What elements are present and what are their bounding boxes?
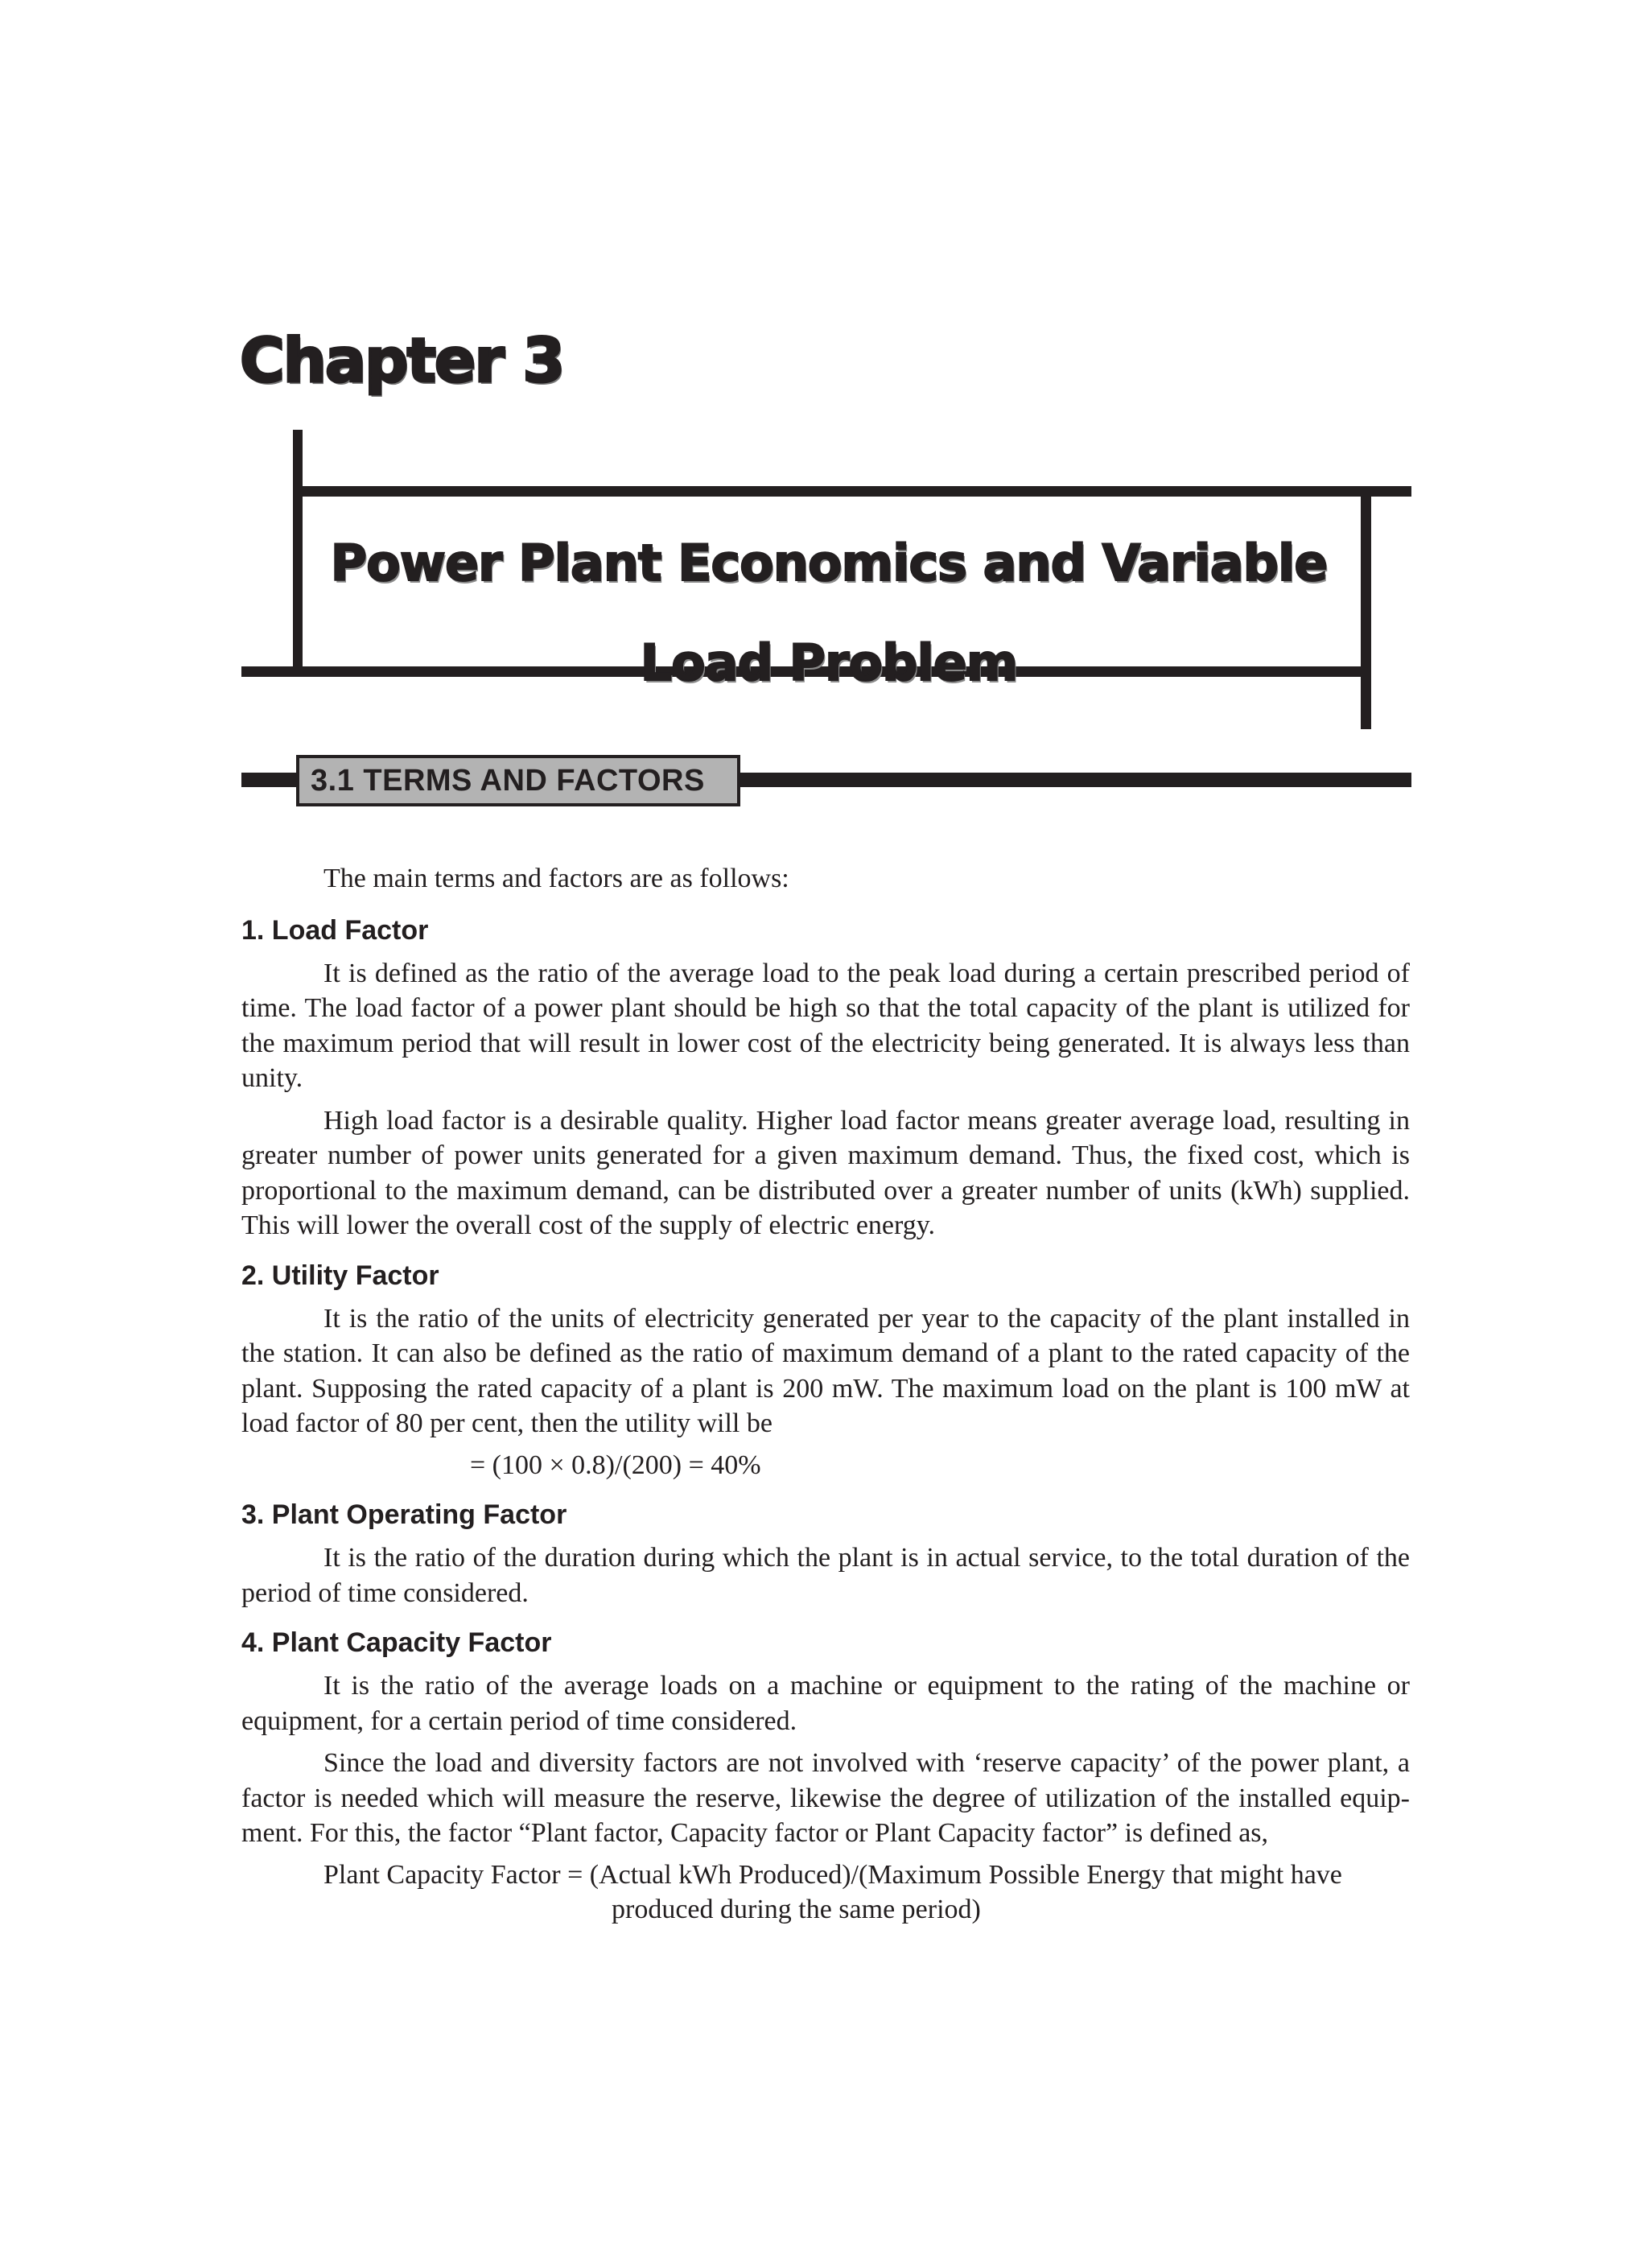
frame-left-vertical: [293, 430, 303, 677]
section-rule-left: [241, 773, 298, 787]
paragraph: It is defined as the ratio of the average load to the peak load during a certain prescribed period of time. The load factor of a power plant should be high so that the total capacity of the plant is utilized for the maximum period that will result in lower cost of the electricity being generated. It is always less than unity.: [241, 958, 1410, 1093]
paragraph: It is the ratio of the duration during which the plant is in actual service, to the total duration of the period of time considered.: [241, 1543, 1410, 1608]
paragraph: Since the load and diversity factors are not involved with ‘reserve capacity’ of the power plant, a factor is needed which will measure the reserve, likewise the degree of utilization of the installed equipment. For this, the factor “Plant factor, Capacity factor or Plant Capacity factor” is defined as,: [241, 1748, 1410, 1848]
section-intro: The main terms and factors are as follows:: [323, 864, 789, 893]
paragraph: High load factor is a desirable quality. Higher load factor means greater average load, resulting in greater number of power units generated for a given maximum demand. Thus, the fixed cost, which is proportional to the maximum demand, can be distributed over a greater number of units (kWh) supplied. This will lower the overall cost of the supply of electric energy.: [241, 1105, 1410, 1240]
plant-capacity-factor-formula: Plant Capacity Factor = (Actual kWh Produced)/(Maximum Possible Energy that might have: [323, 1859, 1342, 1890]
chapter-title-line-2: Load Problem: [640, 633, 1018, 692]
frame-top-rule: [293, 486, 1411, 497]
item-heading-utility-factor: 2. Utility Factor: [241, 1260, 439, 1291]
paragraph: It is the ratio of the average loads on a machine or equipment to the rating of the machine or equipment, for a certain period of time considered.: [241, 1671, 1410, 1736]
item-heading-load-factor: 1. Load Factor: [241, 914, 429, 946]
plant-capacity-factor-formula-continued: produced during the same period): [612, 1895, 981, 1924]
chapter-title: [306, 513, 1352, 713]
chapter-title-line-1: Power Plant Economics and Variable: [330, 534, 1328, 592]
item-heading-plant-operating-factor: 3. Plant Operating Factor: [241, 1499, 567, 1530]
section-heading: 3.1 TERMS AND FACTORS: [296, 755, 740, 806]
chapter-label: Chapter 3: [240, 324, 564, 396]
frame-right-vertical: [1361, 486, 1371, 729]
item-heading-plant-capacity-factor: 4. Plant Capacity Factor: [241, 1627, 552, 1658]
section-rule-right: [739, 773, 1411, 787]
section-body: [241, 861, 1410, 1928]
paragraph: It is the ratio of the units of electricity generated per year to the capacity of the plant installed in the station. It can also be defined as the ratio of maximum demand of a plant to the rated capacity of the plant. Supposing the rated capacity of a plant is 200 mW. The maximum load on the plant is 100 mW at load factor of 80 per cent, then the utility will be: [241, 1303, 1410, 1438]
utility-factor-formula: = (100 × 0.8)/(200) = 40%: [470, 1449, 761, 1480]
